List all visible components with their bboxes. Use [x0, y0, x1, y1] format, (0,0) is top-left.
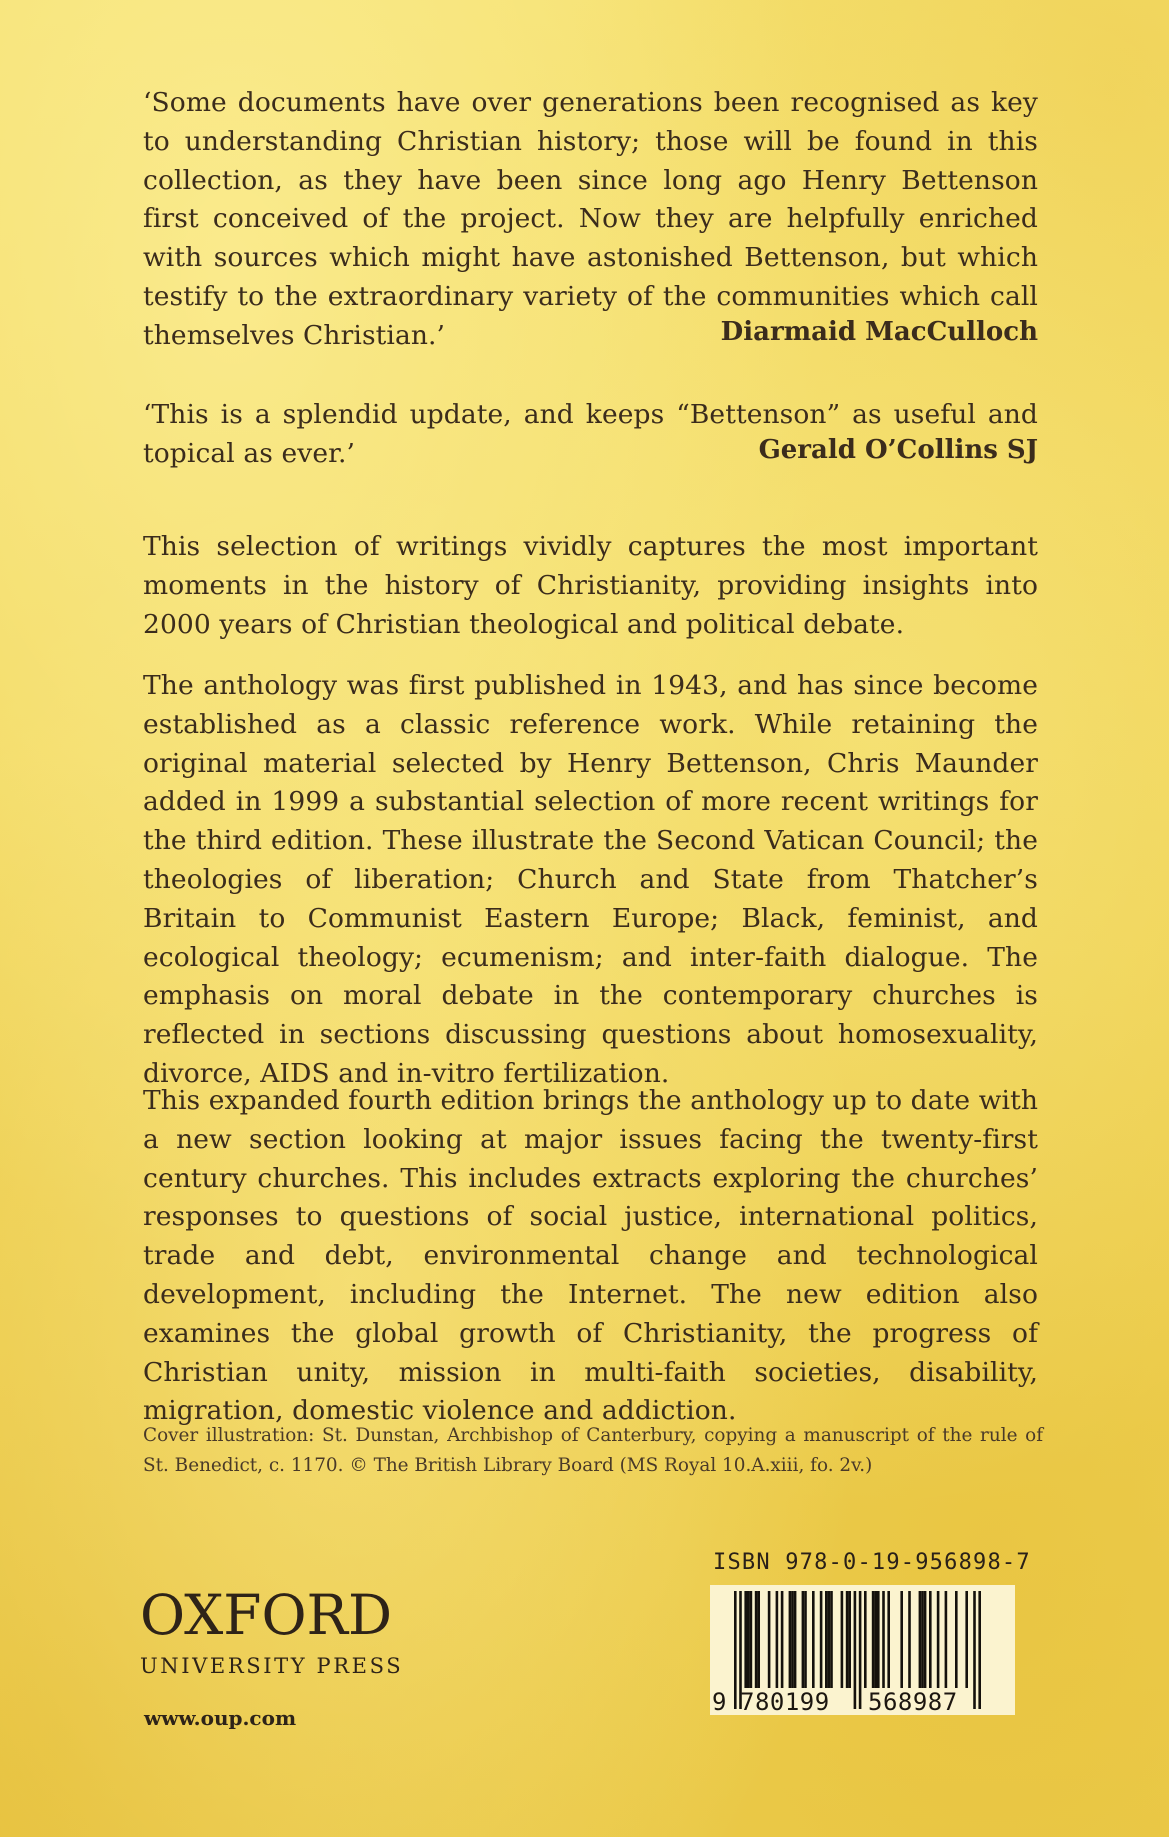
barcode-bar	[812, 1591, 815, 1688]
publisher-name: OXFORD	[140, 1583, 393, 1647]
barcode-bar	[776, 1591, 779, 1688]
barcode-bar	[965, 1591, 968, 1688]
barcode-bar	[919, 1591, 922, 1688]
barcode-bar	[825, 1591, 828, 1688]
barcode-bar	[945, 1591, 948, 1688]
description-paragraph-2	[143, 667, 1038, 1094]
barcode-bar	[841, 1591, 844, 1688]
publisher-website: www.oup.com	[144, 1706, 297, 1730]
quote-author: Diarmaid MacCulloch	[720, 316, 1038, 347]
barcode-bar	[908, 1591, 911, 1688]
description-paragraph-1	[143, 528, 1038, 644]
isbn-label: ISBN 978-0-19-956898-7	[713, 1550, 1031, 1575]
barcode-bar	[794, 1591, 797, 1688]
publisher-logo	[140, 1585, 403, 1681]
barcode-bar	[846, 1591, 849, 1688]
barcode-bar	[973, 1591, 976, 1709]
barcode-bar	[929, 1591, 932, 1688]
barcode-bar	[887, 1591, 890, 1688]
quote-text: ‘Some documents have over generations been recognised as key to understanding Christian history; those will be found in this collection, as they have been since long ago Henry Bettenson first conceived of the project. Now they are helpfully enriched with sources which might have astonished Bettenson, but which testify to the extraordinary variety of the communities which call themselves Christian.’	[143, 87, 1038, 351]
barcode-bar	[828, 1591, 831, 1688]
barcode-bar	[768, 1591, 771, 1688]
barcode-bar	[789, 1591, 792, 1688]
barcode-bar	[854, 1591, 857, 1709]
barcode-bar	[744, 1591, 747, 1688]
barcode-bar	[820, 1591, 823, 1688]
barcode	[710, 1585, 1015, 1715]
endorsement-quote-1	[143, 84, 1038, 356]
barcode-digits-right: 568987	[868, 1688, 958, 1716]
barcode-bar	[781, 1591, 784, 1688]
barcode-bar	[937, 1591, 940, 1688]
barcode-digits-left: 780199	[740, 1688, 830, 1716]
barcode-bar	[900, 1591, 903, 1688]
barcode-bar	[747, 1591, 750, 1688]
barcode-bar	[872, 1591, 875, 1688]
endorsement-quote-2	[143, 396, 1038, 474]
publisher-subtitle: UNIVERSITY PRESS	[140, 1654, 404, 1678]
barcode-bar	[830, 1591, 833, 1688]
barcode-bar	[882, 1591, 885, 1688]
paragraph-text: The anthology was first published in 1943, and has since become established as a classic reference work. While retaining the original material selected by Henry Bettenson, Chris Maunder added in 1999 a substantial selection of more recent writings for the third edition. These illustrate the Second Vatican Council; the theologies of liberation; Church and State from Thatcher’s Britain to Communist Eastern Europe; Black, feminist, and ecological theology; ecumenism; and inter-faith dialogue. The emphasis on moral debate in the contemporary churches is reflected in sections discussing questions about homosexuality, divorce, AIDS and in-vitro fertilization.	[143, 670, 1038, 1089]
barcode-bar	[877, 1591, 880, 1688]
barcode-bar	[921, 1591, 924, 1688]
barcode-bar	[924, 1591, 927, 1688]
barcode-bar	[750, 1591, 753, 1688]
barcode-bar	[734, 1591, 737, 1709]
quote-text: ‘This is a splendid update, and keeps “Bettenson” as useful and topical as ever.’	[143, 399, 1038, 469]
barcode-bar	[848, 1591, 851, 1688]
barcode-bar	[757, 1591, 760, 1688]
barcode-bar	[874, 1591, 877, 1688]
barcode-bar	[859, 1591, 862, 1709]
barcode-bar	[864, 1591, 867, 1688]
barcode-bar	[804, 1591, 807, 1688]
quote-author: Gerald O’Collins SJ	[758, 434, 1038, 465]
barcode-bar	[791, 1591, 794, 1688]
paragraph-text: This expanded fourth edition brings the anthology up to date with a new section looking at major issues facing the twenty-first century churches. This includes extracts exploring the churches’ responses to questions of social justice, international politics, trade and debt, environmental change and technological development, including the Internet. The new edition also examines the global growth of Christianity, the progress of Christian unity, mission in multi-faith societies, disability, migration, domestic violence and addiction.	[143, 1085, 1038, 1427]
paragraph-text: This selection of writings vividly captures the most important moments in the history of Christianity, providing insights into 2000 years of Christian theological and political debate.	[143, 531, 1038, 640]
barcode-bar	[978, 1591, 981, 1709]
barcode-bar	[755, 1591, 758, 1688]
cover-illustration-credit: Cover illustration: St. Dunstan, Archbishop of Canterbury, copying a manuscript of the rule of St. Benedict, c. 1170. © The British Library Board (MS Royal 10.A.xiii, fo. 2v.)	[143, 1425, 1043, 1476]
barcode-bar	[955, 1591, 958, 1688]
description-paragraph-3	[143, 1082, 1038, 1431]
barcode-digit-first: 9	[712, 1688, 727, 1716]
barcode-bar	[802, 1591, 805, 1688]
